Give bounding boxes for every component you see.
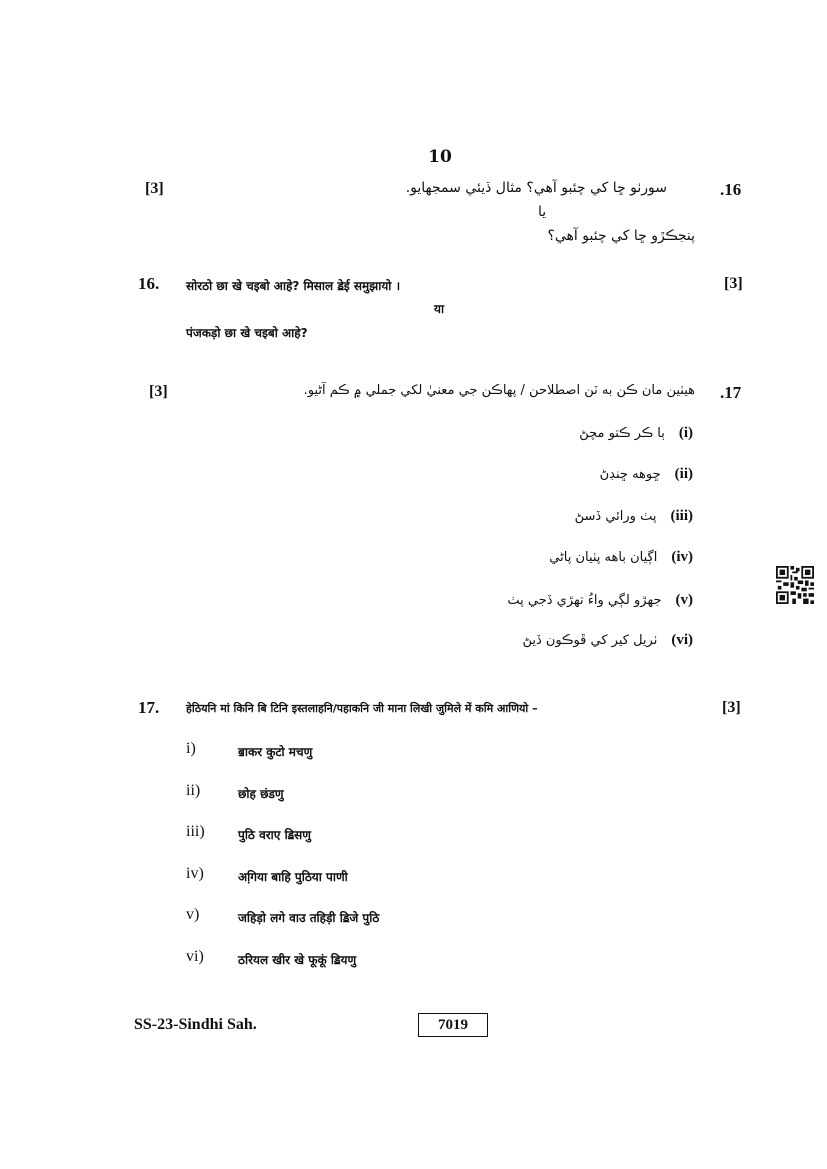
item-text: ٻا ڪر ڪتو مچڻ [579,426,665,441]
q16-sindhi-number: .16 [720,180,742,199]
q16-sindhi-or: يا [538,204,547,220]
page-number: 10 [428,147,452,167]
q16-hindi-line1: सोरठो छा खे चइबो आहे? मिसाल ॾेई समुझायो । [186,279,401,293]
q17-hindi-item-number: v) [186,906,200,923]
q17-sindhi-item [579,425,693,442]
q17-hindi-marks: [3] [722,699,741,716]
q17-hindi-item-number: iii) [186,823,205,840]
item-text: اڳيان باهه پٺيان پاڻي [549,550,658,565]
q17-sindhi-prompt: هيٺين مان ڪن به ٽن اصطلاحن / پهاڪن جي معنيٰ لکي جملي ۾ ڪم آڻيو. [303,383,695,398]
q17-sindhi-item [600,466,693,483]
item-text: ڇوهه ڇنڊڻ [599,467,661,482]
q17-hindi-item-text: छोह छंडणु [238,787,284,801]
q17-hindi-item-text: ॿाकर कुटो मचणु [238,745,313,759]
item-number: (vi) [671,632,693,648]
q16-hindi-or: या [434,302,445,316]
q17-hindi-item-text: ठरियल खीर खे फूकूं ॾियणु [238,953,357,967]
item-number: (v) [675,592,693,608]
q17-hindi-item-number: i) [186,740,196,757]
q17-sindhi-item [575,508,693,525]
item-text: جهڙو لڳي واءُ تهڙي ڏجي پٺ [507,593,662,608]
item-text: پٺ ورائي ڏسڻ [574,509,657,524]
item-number: (ii) [674,466,693,482]
q16-hindi-marks: [3] [724,275,743,292]
q16-hindi-line2: पंजकड़ो छा खे चइबो आहे? [186,326,308,340]
q17-hindi-item-text: अगि़या बाहि पुठिया पाणी [238,870,348,884]
item-number: (i) [678,425,693,441]
q17-hindi-item-number: iv) [186,865,204,882]
q17-sindhi-number: .17 [720,383,742,402]
item-number: (iv) [671,549,693,565]
item-text: ٺريل کير کي ڦوڪون ڏيڻ [522,633,658,648]
q17-sindhi-marks: [3] [149,383,168,400]
q16-sindhi-marks: [3] [145,180,164,197]
q17-hindi-number: 17. [138,698,160,717]
q17-sindhi-item [549,549,693,566]
q17-hindi-item-text: जहिड़ो लगे वाउ तहिड़ी ॾिजे पुठि [238,911,380,925]
q16-sindhi-line1: سورٺو ڇا کي چئبو آهي؟ مثال ڏيئي سمجهايو. [405,180,667,196]
item-number: (iii) [670,508,693,524]
page-code-box: 7019 [418,1013,488,1037]
q17-sindhi-item [522,632,693,649]
q17-sindhi-item [507,592,693,609]
q16-hindi-number: 16. [138,274,160,293]
q17-hindi-item-text: पुठि वराए ॾिसणु [238,828,311,842]
q17-hindi-item-number: ii) [186,782,201,799]
paper-code: SS-23-Sindhi Sah. [134,1016,257,1033]
qr-code-icon [776,566,814,604]
q16-sindhi-line2: پنجڪڙو ڇا کي چئبو آهي؟ [547,228,695,244]
q17-hindi-prompt: हेठियनि मां किनि बि टिनि इस्तलाहनि/पहाकनि जी माना लिखी जुमिले में कमि आणियो – [186,702,538,715]
q17-hindi-item-number: vi) [186,948,204,965]
